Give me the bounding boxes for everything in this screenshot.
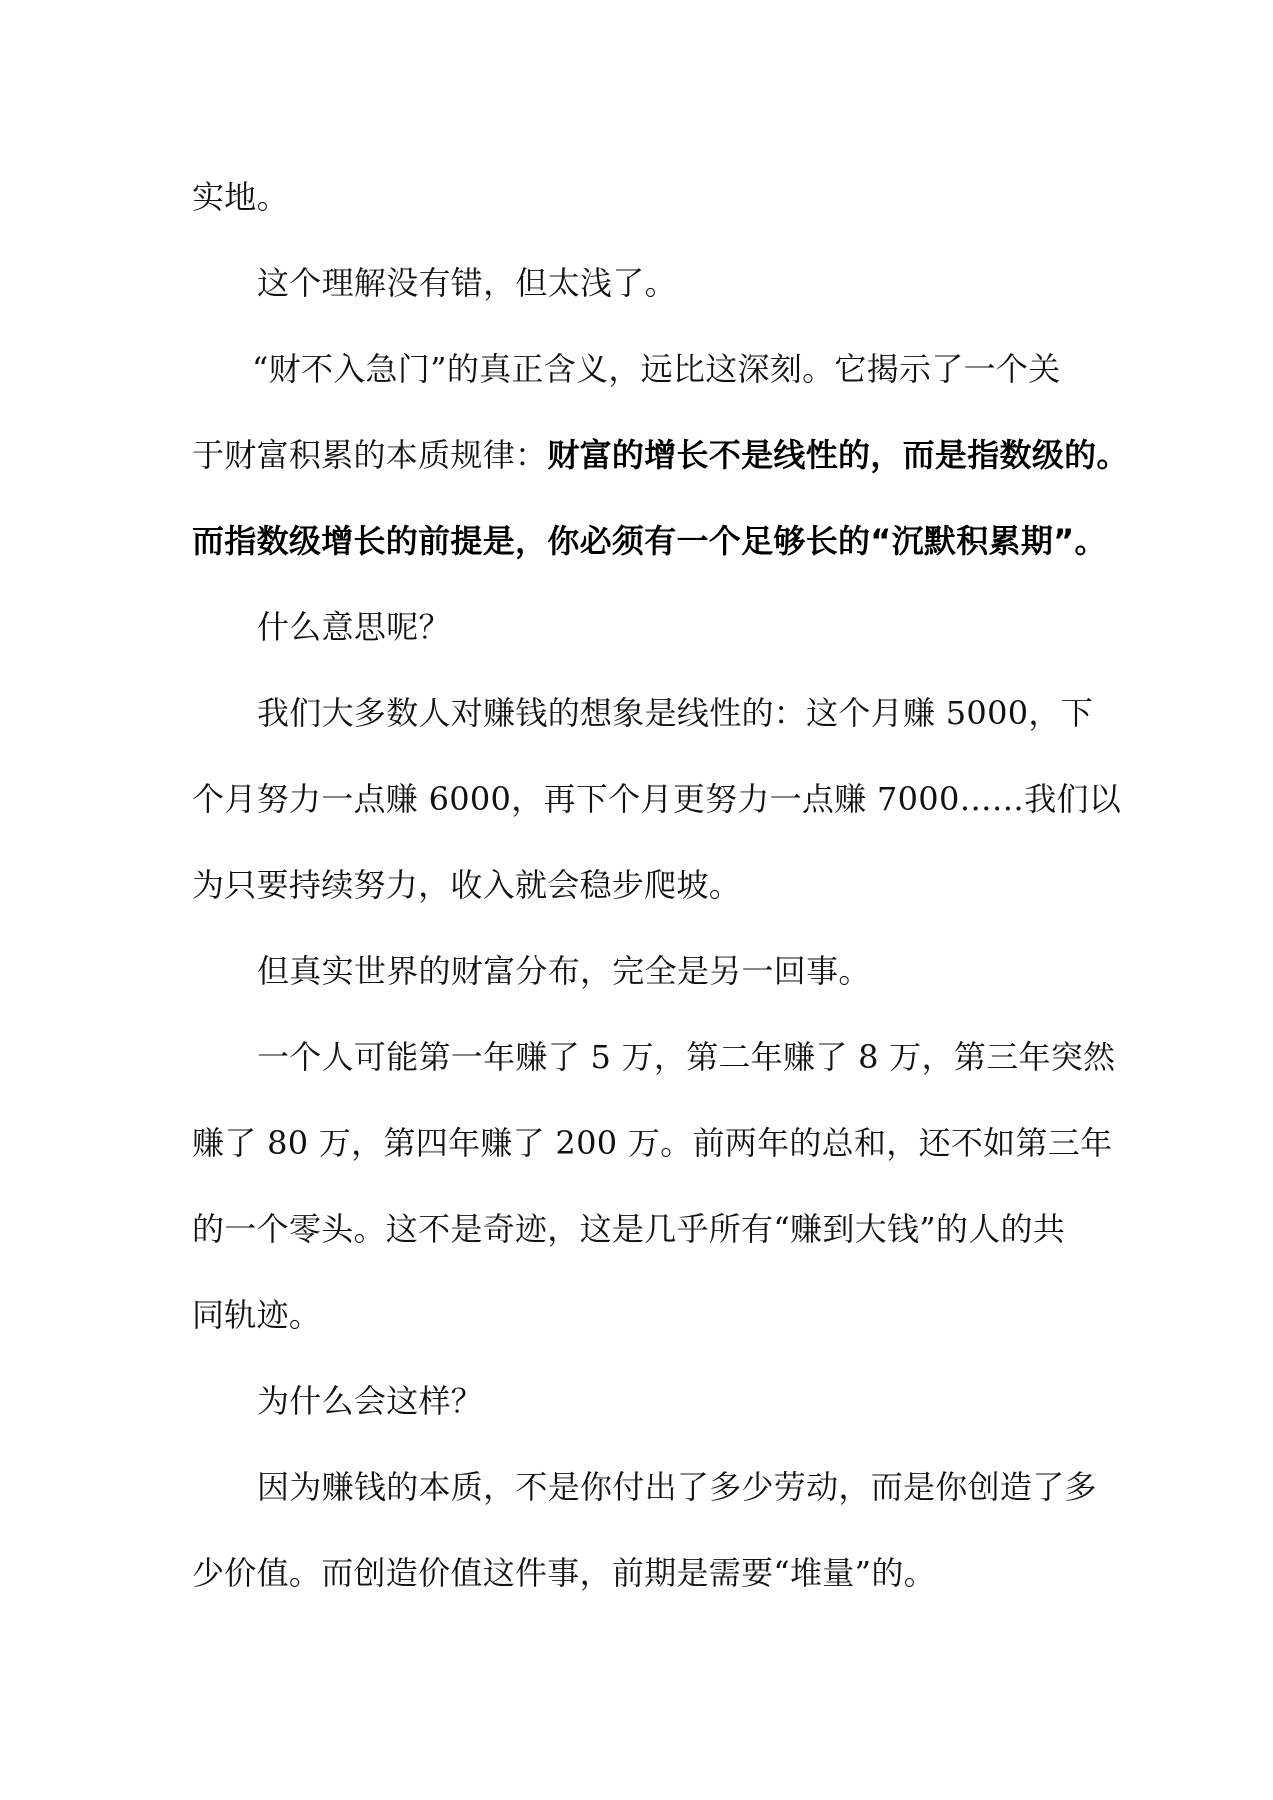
text-line: 的一个零头。这不是奇迹，这是几乎所有“赚到大钱”的人的共 [192,1210,1066,1248]
text-line: 个月努力一点赚 6000，再下个月更努力一点赚 7000……我们以 [192,780,1122,818]
text-line: 少价值。而创造价值这件事，前期是需要“堆量”的。 [192,1554,936,1592]
text-line: 我们大多数人对赚钱的想象是线性的：这个月赚 5000，下 [257,694,1094,732]
text-line: 但真实世界的财富分布，完全是另一回事。 [257,952,871,990]
text-line: 这个理解没有错，但太浅了。 [257,264,677,302]
text-line: 因为赚钱的本质，不是你付出了多少劳动，而是你创造了多 [257,1468,1097,1506]
text-line: 一个人可能第一年赚了 5 万，第二年赚了 8 万，第三年突然 [257,1038,1116,1076]
text-line [192,430,1129,480]
text-line: 为只要持续努力，收入就会稳步爬坡。 [192,866,742,904]
text-line: 实地。 [192,178,289,216]
text-span: 于财富积累的本质规律： [192,436,548,474]
text-line: 什么意思呢？ [257,608,451,646]
text-line: 为什么会这样？ [257,1382,484,1420]
text-line: 赚了 80 万，第四年赚了 200 万。前两年的总和，还不如第三年 [192,1124,1113,1162]
text-line [192,344,1092,394]
text-span: “财不入急门”的真正含义，远比这深刻。它揭示了一个关 [252,350,1061,388]
bold-emphasis-line: 而指数级增长的前提是，你必须有一个足够长的“沉默积累期”。 [192,522,1107,560]
bold-emphasis: 财富的增长不是线性的，而是指数级的。 [547,436,1129,474]
text-line: 同轨迹。 [192,1296,322,1334]
